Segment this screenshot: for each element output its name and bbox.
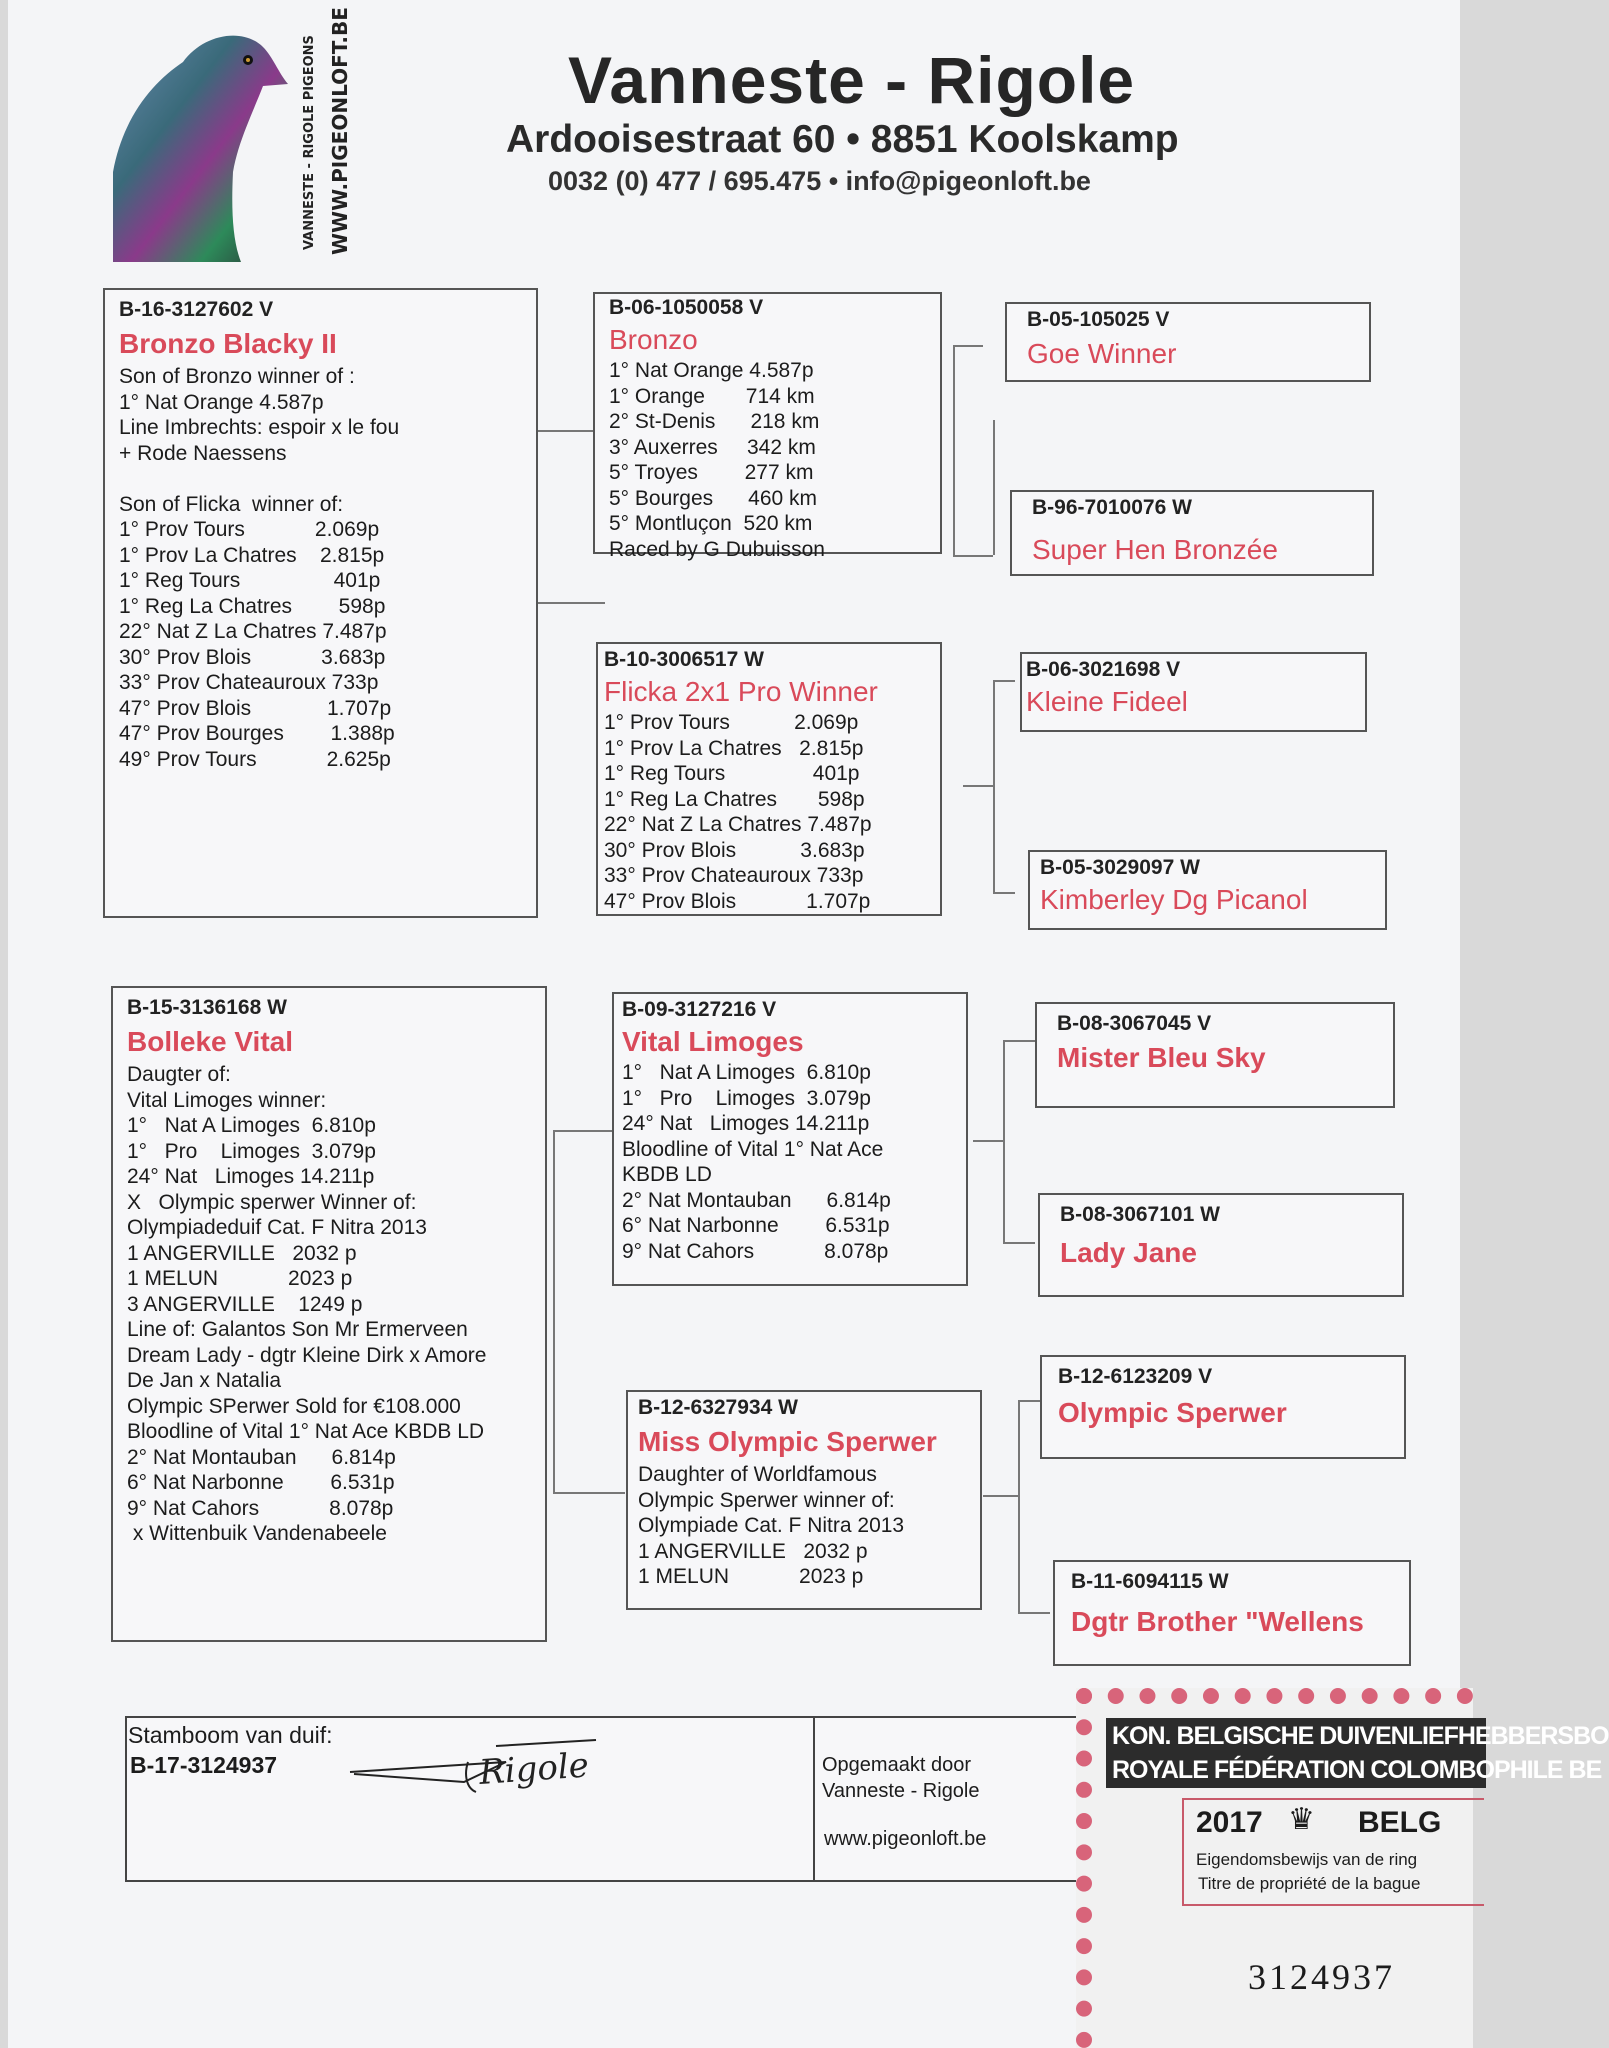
gp2-name: Super Hen Bronzée	[1032, 534, 1278, 565]
grandparent-box-4	[1028, 850, 1387, 930]
pedigree-sheet	[8, 0, 1609, 2048]
gp6-name: Lady Jane	[1060, 1237, 1197, 1268]
stamboom-ring: B-17-3124937	[130, 1752, 278, 1778]
sire-line: 22° Nat Z La Chatres 7.487p	[119, 620, 387, 643]
dam-sire-line: 24° Nat Limoges 14.211p	[622, 1112, 870, 1135]
gp1-name: Goe Winner	[1027, 338, 1177, 369]
footer-website: www.pigeonloft.be	[824, 1828, 987, 1850]
sire-dam-line: 22° Nat Z La Chatres 7.487p	[604, 813, 872, 836]
loft-title: Vanneste - Rigole	[568, 43, 1136, 117]
dam-sire-line: 9° Nat Cahors 8.078p	[622, 1239, 889, 1263]
sire-line: 47° Prov Bourges 1.388p	[119, 722, 395, 745]
dam-sire-line: 1° Pro Limoges 3.079p	[622, 1086, 871, 1110]
sire-box	[103, 288, 538, 918]
card-text-nl: Eigendomsbewijs van de ring	[1196, 1850, 1418, 1869]
loft-address: Ardooisestraat 60 • 8851 Koolskamp	[506, 118, 1179, 161]
dam-line: 2° Nat Montauban 6.814p	[127, 1445, 396, 1469]
sire-sire-line: 2° St-Denis 218 km	[609, 410, 820, 433]
sire-line: + Rode Naessens	[119, 441, 287, 465]
dam-line: 1° Nat A Limoges 6.810p	[127, 1114, 376, 1137]
dam-line: 3 ANGERVILLE 1249 p	[127, 1292, 363, 1316]
sire-line	[119, 466, 522, 492]
dam-line: X Olympic sperwer Winner of:	[127, 1190, 417, 1214]
card-ring-number: 3124937	[1248, 1957, 1395, 1997]
sire-dam-line: 30° Prov Blois 3.683p	[604, 838, 865, 862]
gp8-name: Dgtr Brother "Wellens	[1071, 1606, 1364, 1637]
dam-line: 9° Nat Cahors 8.078p	[127, 1496, 394, 1520]
dam-line: Vital Limoges winner:	[127, 1088, 327, 1112]
sire-sire-line: 3° Auxerres 342 km	[609, 435, 816, 459]
dam-line: 6° Nat Narbonne 6.531p	[127, 1471, 395, 1494]
gp7-ring: B-12-6123209 V	[1058, 1365, 1213, 1388]
sire-line: 1° Reg Tours 401p	[119, 569, 381, 592]
gp6-ring: B-08-3067101 W	[1060, 1203, 1220, 1226]
gp1-ring: B-05-105025 V	[1027, 308, 1170, 331]
dam-line: Olympic SPerwer Sold for €108.000	[127, 1394, 461, 1418]
card-title-fr: ROYALE FÉDÉRATION COLOMBOPHILE BE	[1112, 1756, 1602, 1784]
signature	[346, 1732, 606, 1822]
sire-line: Son of Bronzo winner of :	[119, 365, 355, 388]
sire-dam-line: 1° Prov La Chatres 2.815p	[604, 736, 864, 760]
made-by-label: Opgemaakt door	[822, 1754, 971, 1776]
grandparent-box-7	[1040, 1355, 1406, 1459]
sire-line: 47° Prov Blois 1.707p	[119, 696, 392, 720]
gp2-ring: B-96-7010076 W	[1032, 496, 1192, 519]
sire-dam-box	[596, 642, 942, 916]
grandparent-box-6	[1038, 1193, 1404, 1297]
gp5-name: Mister Bleu Sky	[1057, 1042, 1266, 1073]
gp4-ring: B-05-3029097 W	[1040, 856, 1200, 879]
dam-dam-line: Olympic Sperwer winner of:	[638, 1488, 895, 1512]
sire-dam-line: 33° Prov Chateauroux 733p	[604, 864, 864, 887]
gp8-ring: B-11-6094115 W	[1071, 1570, 1229, 1593]
sire-line: Line Imbrechts: espoir x le fou	[119, 416, 400, 439]
sire-dam-name: Flicka 2x1 Pro Winner	[604, 676, 878, 707]
sire-ring: B-16-3127602 V	[119, 298, 274, 321]
dam-line: 1 ANGERVILLE 2032 p	[127, 1241, 357, 1265]
dam-dam-line: Daughter of Worldfamous	[638, 1463, 877, 1486]
dam-line: 1° Pro Limoges 3.079p	[127, 1139, 376, 1163]
dam-dam-box	[626, 1390, 982, 1610]
sire-name: Bronzo Blacky II	[119, 328, 337, 359]
dam-line: Daugter of:	[127, 1063, 231, 1086]
sire-dam-line: 47° Prov Blois 1.707p	[604, 889, 871, 913]
grandparent-box-8	[1053, 1560, 1411, 1666]
dam-line: x Wittenbuik Vandenabeele	[127, 1522, 387, 1545]
gp3-ring: B-06-3021698 V	[1026, 658, 1181, 681]
dam-line: Dream Lady - dgtr Kleine Dirk x Amore	[127, 1343, 487, 1367]
sire-sire-line: 1° Orange 714 km	[609, 384, 815, 408]
card-title-nl: KON. BELGISCHE DUIVENLIEFHEBBERSBO	[1112, 1722, 1609, 1750]
stamboom-label: Stamboom van duif:	[128, 1722, 333, 1748]
dam-sire-line: KBDB LD	[622, 1163, 712, 1186]
dam-line: 1 MELUN 2023 p	[127, 1267, 353, 1290]
made-by-name: Vanneste - Rigole	[822, 1780, 980, 1802]
dam-sire-line: 2° Nat Montauban 6.814p	[622, 1188, 891, 1212]
dam-line: Olympiadeduif Cat. F Nitra 2013	[127, 1216, 427, 1239]
dam-line: Bloodline of Vital 1° Nat Ace KBDB LD	[127, 1420, 485, 1443]
ring-ownership-card	[1076, 1688, 1609, 2048]
gp3-name: Kleine Fideel	[1026, 686, 1188, 717]
sire-line: 1° Prov Tours 2.069p	[119, 518, 380, 541]
sire-line: 1° Prov La Chatres 2.815p	[119, 543, 385, 567]
card-year: 2017	[1196, 1806, 1263, 1839]
sire-sire-line: 5° Bourges 460 km	[609, 486, 818, 510]
sire-line: 33° Prov Chateauroux 733p	[119, 671, 379, 694]
dam-dam-name: Miss Olympic Sperwer	[638, 1426, 937, 1457]
loft-contact: 0032 (0) 477 / 695.475 • info@pigeonloft.be	[548, 166, 1091, 196]
svg-text:Rigole: Rigole	[477, 1745, 591, 1793]
sire-line: 1° Reg La Chatres 598p	[119, 594, 386, 618]
sire-sire-line: 1° Nat Orange 4.587p	[609, 359, 814, 382]
card-text-fr: Titre de propriété de la bague	[1198, 1874, 1421, 1893]
sire-line: 49° Prov Tours 2.625p	[119, 747, 391, 771]
dam-sire-line: 1° Nat A Limoges 6.810p	[622, 1061, 871, 1084]
sire-dam-ring: B-10-3006517 W	[604, 648, 764, 671]
dam-sire-ring: B-09-3127216 V	[622, 998, 777, 1021]
dam-name: Bolleke Vital	[127, 1026, 294, 1057]
sire-dam-line: 1° Prov Tours 2.069p	[604, 711, 859, 734]
made-by	[822, 1752, 980, 1804]
grandparent-box-1	[1005, 302, 1371, 382]
footer-divider	[813, 1718, 815, 1880]
sire-sire-line: 5° Montluçon 520 km	[609, 512, 813, 535]
dam-sire-box	[612, 992, 968, 1286]
logo-vertical-url: WWW.PIGEONLOFT.BE	[328, 7, 352, 255]
sire-line: 30° Prov Blois 3.683p	[119, 645, 386, 669]
grandparent-box-5	[1035, 1002, 1395, 1108]
gp5-ring: B-08-3067045 V	[1057, 1012, 1212, 1035]
card-country: BELG	[1358, 1806, 1442, 1839]
sire-sire-line: 5° Troyes 277 km	[609, 461, 814, 484]
grandparent-box-3	[1020, 652, 1367, 732]
sire-sire-ring: B-06-1050058 V	[609, 296, 764, 319]
dam-dam-ring: B-12-6327934 W	[638, 1396, 798, 1419]
dam-dam-line: 1 ANGERVILLE 2032 p	[638, 1539, 868, 1563]
logo-vertical-small: VANNESTE - RIGOLE PIGEONS	[302, 35, 317, 250]
sire-sire-name: Bronzo	[609, 324, 698, 355]
grandparent-box-2	[1010, 490, 1374, 576]
sire-line: 1° Nat Orange 4.587p	[119, 390, 324, 414]
dam-sire-line: Bloodline of Vital 1° Nat Ace	[622, 1137, 884, 1161]
dam-line: Line of: Galantos Son Mr Ermerveen	[127, 1318, 468, 1341]
dam-line: De Jan x Natalia	[127, 1369, 282, 1392]
dam-dam-line: 1 MELUN 2023 p	[638, 1565, 864, 1588]
dam-ring: B-15-3136168 W	[127, 996, 287, 1019]
sire-dam-line: 1° Reg Tours 401p	[604, 762, 860, 785]
gp7-name: Olympic Sperwer	[1058, 1397, 1287, 1428]
dam-sire-line: 6° Nat Narbonne 6.531p	[622, 1214, 890, 1237]
sire-sire-line: Raced by G Dubuisson	[609, 537, 825, 561]
dam-box	[111, 986, 547, 1642]
dam-sire-name: Vital Limoges	[622, 1026, 804, 1057]
pigeon-logo	[113, 22, 291, 262]
sire-line: Son of Flicka winner of:	[119, 492, 344, 516]
sire-lines	[119, 364, 522, 772]
sire-sire-box	[593, 292, 942, 561]
dam-line: 24° Nat Limoges 14.211p	[127, 1165, 375, 1188]
gp4-name: Kimberley Dg Picanol	[1040, 884, 1308, 915]
sire-dam-line: 1° Reg La Chatres 598p	[604, 787, 865, 811]
crown-icon: ♛	[1288, 1803, 1315, 1836]
dam-dam-line: Olympiade Cat. F Nitra 2013	[638, 1514, 905, 1537]
